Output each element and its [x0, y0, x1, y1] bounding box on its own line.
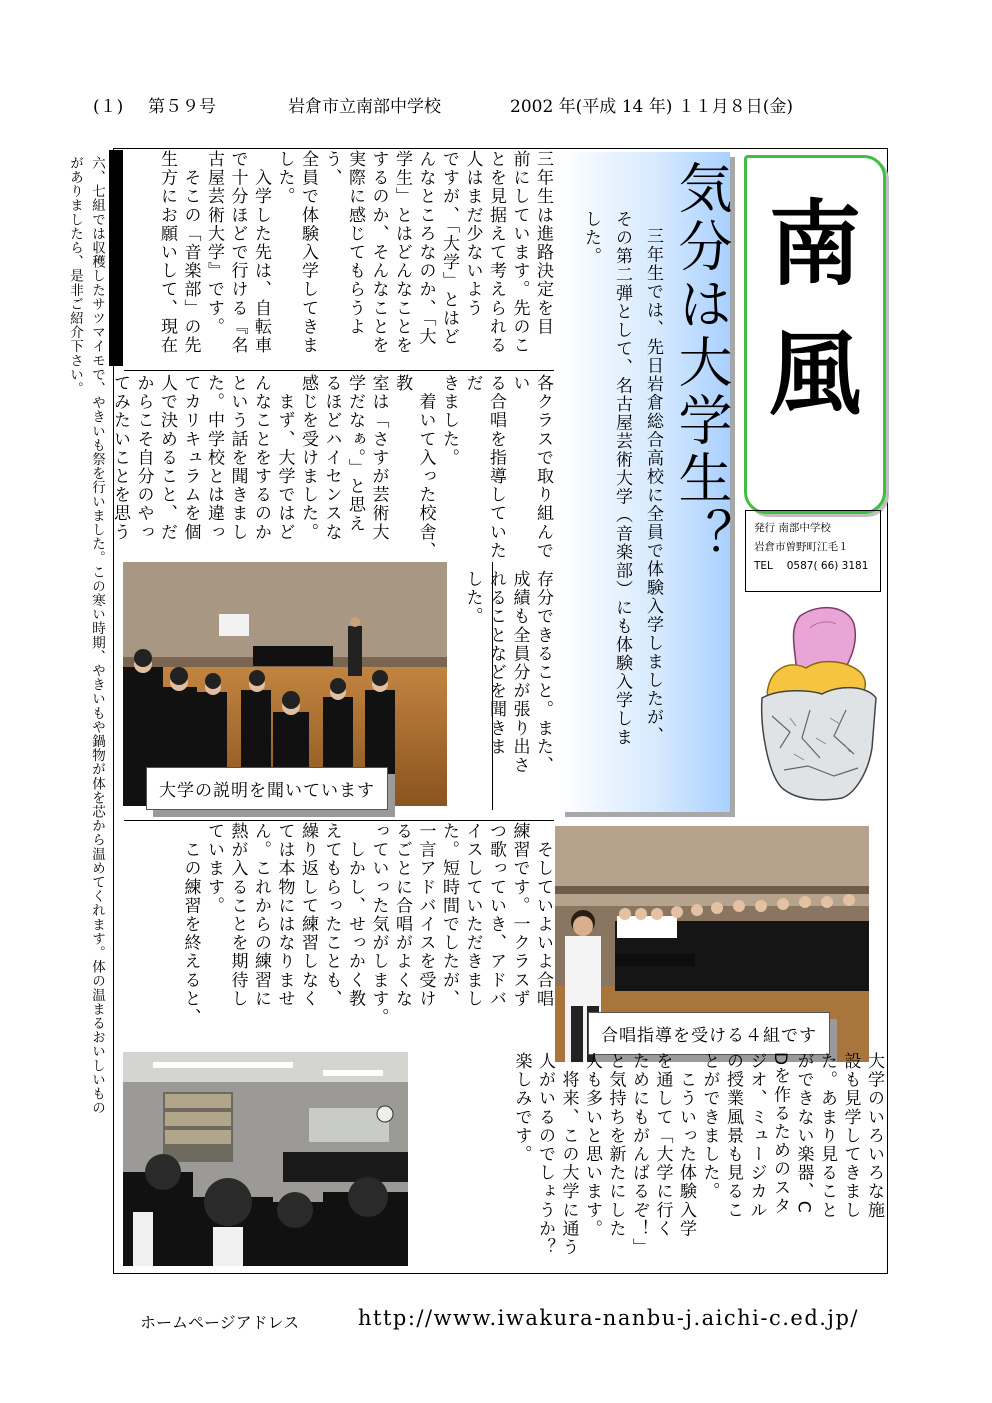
body-bottom-right-line: と気持ちを新たにした: [605, 1052, 626, 1238]
body-lower-line: るごとに合唱がよくな: [392, 822, 412, 1008]
body-top-line: ですが、「大学」とはど: [439, 150, 459, 347]
body-top-line: 古屋芸術大学』です。: [204, 150, 224, 336]
body-top-line: んなところなのか、「大: [415, 150, 436, 347]
body-mid-line: てみたいことを思う: [110, 374, 130, 542]
section-rule-mid: [124, 820, 554, 821]
body-top-line: 生方にお願いして、現在: [157, 150, 177, 355]
body-right-line: 成績も全員分が張り出さ: [509, 570, 530, 775]
body-lower-line: この練習を終えると、: [180, 822, 201, 1027]
body-mid-line: という話を聞きまし: [227, 374, 248, 542]
body-lower-line: 練習です。一クラスず: [509, 822, 530, 1008]
body-mid-line: 感じを受けました。: [298, 374, 318, 542]
body-right: [450, 570, 554, 810]
body-mid-line: 着いて入った校舎、教: [392, 374, 436, 560]
body-bottom-right-line: ためにもがんばるぞ！」: [629, 1052, 649, 1257]
publisher-box: [745, 510, 881, 592]
body-bottom-right-line: を通して「大学に行く: [652, 1052, 673, 1238]
body-bottom-right: [415, 1052, 885, 1272]
publisher: 発行 南部中学校: [754, 522, 831, 534]
body-bottom-right-line: Dを作るためのスタ: [770, 1052, 790, 1216]
body-right-line: れることなどを聞きま: [486, 570, 506, 756]
body-mid-line: る合唱を指導していただ: [462, 374, 506, 560]
body-lower-line: イスしていただきまし: [462, 822, 483, 1008]
masthead-box: [744, 155, 886, 514]
body-lower-line: 一言アドバイスを受け: [415, 822, 436, 1008]
body-top-line: 全員で体験入学してきま: [298, 150, 318, 355]
masthead-title-1: 南: [768, 191, 861, 298]
body-lower-line: ん。これからの練習に: [251, 822, 271, 1008]
prev-article: [64, 156, 108, 1316]
body-mid-line: 室は「さすが芸術大: [368, 374, 389, 542]
body-mid-line: 学だなぁ。」と思え: [345, 374, 365, 533]
body-lower-line: えてもらったことも、: [321, 822, 342, 1008]
body-mid-line: てカリキュラムを個: [180, 374, 201, 542]
body-top: [124, 150, 554, 368]
body-lower-line: た。短時間でしたが、: [439, 822, 459, 1008]
headline: 気分は大学生？: [670, 160, 733, 566]
footer-url[interactable]: http://www.iwakura-nanbu-j.aichi-c.ed.jp/: [358, 1306, 859, 1330]
lead-line-2: その第二弾として、名古屋芸術大学（音楽部）にも体験入学しま: [612, 210, 632, 747]
body-bottom-right-line: ジオ、ミュージカル: [746, 1052, 767, 1220]
body-mid-line: た。中学校とは違っ: [204, 374, 224, 542]
body-lower-line: つ歌っていき、アドバ: [486, 822, 506, 1008]
body-mid-line: んなことをするのか: [251, 374, 271, 542]
body-top-line: 前にしています。先のこ: [509, 150, 530, 355]
body-top-line: そこの「音楽部」の先: [180, 150, 201, 355]
body-bottom-right-line: の授業風景も見るこ: [723, 1052, 743, 1220]
body-bottom-right-line: 将来、この大学に通う: [558, 1052, 579, 1257]
body-mid-line: まず、大学ではど: [274, 374, 295, 542]
body-lower-line: っていった気がします。: [368, 822, 389, 1027]
body-top-line: 入学した先は、自転車: [251, 150, 271, 355]
frame-left-bar: [109, 150, 123, 366]
body-top-line: するのか、そんなことを: [368, 150, 389, 355]
body-bottom-right-line: 人も多いと思います。: [582, 1052, 602, 1238]
footer-label: ホームページアドレス: [140, 1313, 300, 1332]
body-bottom-right-line: 大学のいろいろな施: [864, 1052, 884, 1220]
body-bottom-right-line: 人がいるのでしょうか？: [535, 1052, 555, 1257]
body-lower-line: 繰り返して練習しなく: [298, 822, 318, 1008]
body-lower-line: ては本物にはなりませ: [274, 822, 295, 1008]
body-right-line: 存分できること。また、: [533, 570, 553, 775]
school-name: 岩倉市立南部中学校: [288, 97, 441, 117]
body-top-line: で十分ほどで行ける『名: [227, 150, 248, 355]
body-mid: [110, 374, 554, 560]
body-lower-line: ています。: [204, 822, 224, 915]
body-mid-line: るほどハイセンスな: [321, 374, 342, 542]
section-rule-top: [124, 370, 554, 371]
body-top-line: 実際に感じてもらうよう、: [321, 150, 365, 336]
body-lower-line: 熱が入ることを期待し: [227, 822, 248, 1008]
masthead-title-2: 風: [768, 321, 861, 428]
body-bottom-right-line: こういった体験入学: [676, 1052, 696, 1238]
prev-article-line-1: 六、七組では収穫したサツマイモで、やきいも祭を行いました。この寒い時期、やきいもや鍋物が体を芯から温めてくれます。体の温まるおいしいもの: [89, 156, 105, 1115]
caption-photo-2: 合唱指導を受ける４組です: [588, 1012, 830, 1055]
issue-number: 第５９号: [148, 97, 216, 117]
caption-photo-1: 大学の説明を聞いています: [146, 767, 388, 810]
body-mid-line: 各クラスで取り組んでい: [509, 374, 553, 560]
body-mid-line: きました。: [439, 374, 459, 467]
lead-line-3: した。: [581, 210, 601, 266]
body-bottom-right-line: ができない楽器、C: [793, 1052, 814, 1215]
lead-text: [568, 210, 668, 800]
body-bottom-right-line: 楽しみです。: [511, 1052, 532, 1164]
body-top-line: 学生」とはどんなことを: [392, 150, 412, 355]
publisher-tel: TEL 0587( 66) 3181: [754, 560, 869, 572]
body-lower-line: そしていよいよ合唱: [533, 822, 553, 1008]
body-top-line: 三年生は進路決定を目: [533, 150, 553, 336]
lead-line-1: 三年生では、先日岩倉総合高校に全員で体験入学しましたが、: [643, 227, 663, 745]
body-bottom-right-line: とができました。: [699, 1052, 720, 1201]
photo-music-room: [123, 1052, 408, 1266]
issue-date: 2002 年(平成 14 年) １１月８日(金): [510, 97, 794, 117]
issue-page-number: (１): [93, 97, 124, 117]
publisher-address: 岩倉市曽野町江毛１: [754, 541, 849, 553]
body-lower: [124, 822, 554, 1050]
body-mid-line: 人で決めること、だ: [157, 374, 177, 542]
body-right-line: した。: [462, 570, 483, 626]
body-bottom-right-line: 設も見学してきまし: [840, 1052, 861, 1220]
body-top-line: 人はまだ少ないよう: [462, 150, 483, 318]
body-top-line: した。: [274, 150, 295, 206]
body-mid-line: からこそ自分のやっ: [133, 374, 154, 542]
body-bottom-right-line: た。あまり見ること: [817, 1052, 837, 1220]
sweet-potato-illustration: [750, 598, 888, 808]
prev-article-line-2: がありましたら、是非ご紹介下さい。: [67, 156, 83, 396]
body-lower-line: しかし、せっかく教: [345, 822, 365, 1008]
body-top-line: とを見据えて考えられる: [486, 150, 506, 355]
